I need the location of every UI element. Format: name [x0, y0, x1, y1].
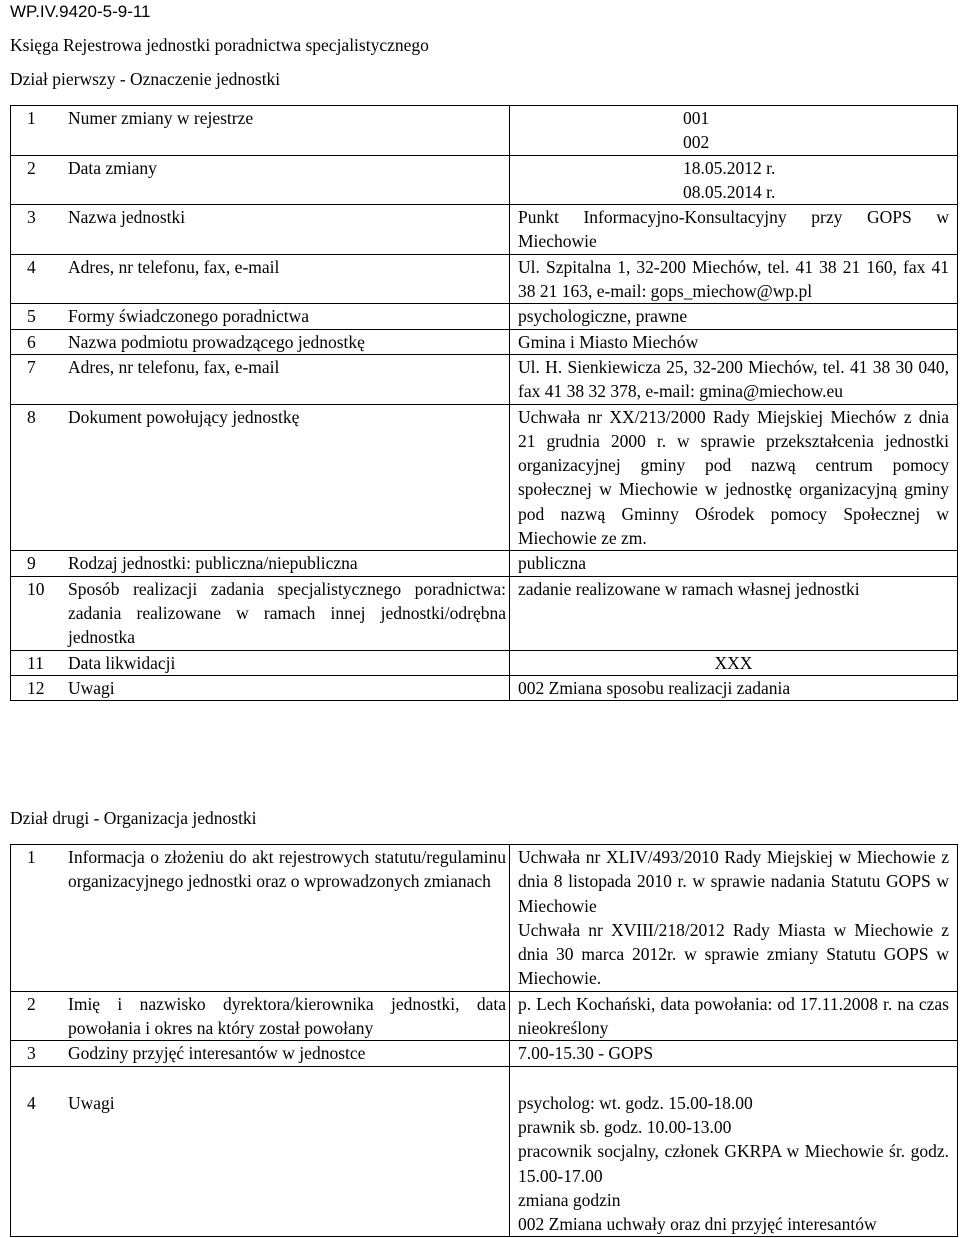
- row-number: 1: [11, 845, 67, 992]
- row-label: Formy świadczonego poradnictwa: [66, 304, 510, 329]
- remark-line: pracownik socjalny, członek GKRPA w Miechowie śr. godz. 15.00-17.00: [518, 1141, 949, 1186]
- section1-title: Dział pierwszy - Oznaczenie jednostki: [10, 69, 281, 89]
- row-label: Uwagi: [66, 675, 510, 700]
- table-row: [11, 205, 958, 255]
- row-number: 7: [11, 354, 67, 404]
- row-label: Godziny przyjęć interesantów w jednostce: [66, 1041, 510, 1066]
- change-date-2: 08.05.2014 r.: [683, 181, 776, 202]
- table-row: [11, 551, 958, 576]
- remark-line: prawnik sb. godz. 10.00-13.00: [518, 1116, 732, 1137]
- counseling-forms-value: psychologiczne, prawne: [510, 304, 958, 329]
- row-label: Nazwa jednostki: [66, 205, 510, 255]
- remarks-value: 002 Zmiana sposobu realizacji zadania: [510, 675, 958, 700]
- table-row: [11, 404, 958, 551]
- row-label: Data likwidacji: [66, 650, 510, 675]
- row-number: 4: [11, 254, 67, 304]
- remark-line: zmiana godzin: [518, 1189, 621, 1210]
- table-row: [11, 354, 958, 404]
- unit-address-value: Ul. Szpitalna 1, 32-200 Miechów, tel. 41 38 21 160, fax 41 38 21 163, e-mail: gops_miechow@wp.pl: [510, 254, 958, 304]
- row-label: Numer zmiany w rejestrze: [66, 106, 510, 156]
- row-number: 1: [11, 106, 67, 156]
- row-number: 3: [11, 1041, 67, 1066]
- row-number: 12: [11, 675, 67, 700]
- unit-name-value: Punkt Informacyjno-Konsultacyjny przy GOPS w Miechowie: [510, 205, 958, 255]
- row-number: 6: [11, 329, 67, 354]
- liquidation-date-value: XXX: [510, 650, 958, 675]
- table-row: [11, 650, 958, 675]
- change-number-2: 002: [683, 132, 710, 153]
- table-row: [11, 1041, 958, 1066]
- row-label: Sposób realizacji zadania specjalistycznego poradnictwa: zadania realizowane w ramach innej jednostki/odrębna jednostka: [66, 576, 510, 650]
- director-value: p. Lech Kochański, data powołania: od 17.11.2008 r. na czas nieokreślony: [510, 991, 958, 1041]
- row-label: Adres, nr telefonu, fax, e-mail: [66, 354, 510, 404]
- statute-resolution-2: Uchwała nr XVIII/218/2012 Rady Miasta w Miechowie z dnia 30 marca 2012r. w sprawie zmiany Statutu GOPS w Miechowie.: [518, 919, 949, 989]
- office-hours-value: 7.00-15.30 - GOPS: [510, 1041, 958, 1066]
- section1-table: [10, 105, 958, 701]
- founding-document-value: Uchwała nr XX/213/2000 Rady Miejskiej Miechów z dnia 21 grudnia 2000 r. w sprawie przekształcenia jednostki organizacyjnej gminy pod nazwą centrum pomocy społecznej w Miechowie w jednostkę organizacyjną gminy pod nazwą Gminny Ośrodek pomocy Społecznej w Miechowie ze zm.: [510, 404, 958, 551]
- remark-line: 002 Zmiana uchwały oraz dni przyjęć interesantów: [518, 1214, 877, 1235]
- statute-resolution-1: Uchwała nr XLIV/493/2010 Rady Miejskiej w Miechowie z dnia 8 listopada 2010 r. w sprawie nadania Statutu GOPS w Miechowie: [518, 847, 949, 916]
- statute-info-value: [510, 845, 958, 992]
- table-row: [11, 304, 958, 329]
- change-date-1: 18.05.2012 r.: [683, 157, 776, 178]
- table-row: [11, 845, 958, 992]
- unit-type-value: publiczna: [510, 551, 958, 576]
- table-row: [11, 106, 958, 156]
- row-number: 11: [11, 650, 67, 675]
- row-label: Informacja o złożeniu do akt rejestrowych statutu/regulaminu organizacyjnego jednostki oraz o wprowadzonych zmianach: [66, 845, 510, 992]
- row-label: Data zmiany: [66, 155, 510, 205]
- row-number: 2: [11, 991, 67, 1041]
- row-label: Uwagi: [66, 1066, 510, 1237]
- table-row: [11, 991, 958, 1041]
- row-label: Nazwa podmiotu prowadzącego jednostkę: [66, 329, 510, 354]
- table-row: [11, 254, 958, 304]
- row-label: Rodzaj jednostki: publiczna/niepubliczna: [66, 551, 510, 576]
- table-row: [11, 1066, 958, 1237]
- row-number: 3: [11, 205, 67, 255]
- table-row: [11, 576, 958, 650]
- document-code: WP.IV.9420-5-9-11: [10, 2, 151, 21]
- row-label: Dokument powołujący jednostkę: [66, 404, 510, 551]
- operator-address-value: Ul. H. Sienkiewicza 25, 32-200 Miechów, tel. 41 38 30 040, fax 41 38 32 378, e-mail: gmina@miechow.eu: [510, 354, 958, 404]
- row-number: 10: [11, 576, 67, 650]
- register-title: Księga Rejestrowa jednostki poradnictwa specjalistycznego: [10, 35, 429, 55]
- change-number-1: 001: [683, 108, 710, 128]
- operator-name-value: Gmina i Miasto Miechów: [510, 329, 958, 354]
- remark-line: psycholog: wt. godz. 15.00-18.00: [518, 1092, 753, 1113]
- section2-table: [10, 844, 958, 1237]
- table-row: [11, 329, 958, 354]
- row-label: Adres, nr telefonu, fax, e-mail: [66, 254, 510, 304]
- remarks-value: [510, 1066, 958, 1237]
- table-row: [11, 155, 958, 205]
- row-number: 5: [11, 304, 67, 329]
- row-number: 2: [11, 155, 67, 205]
- row-value: [510, 155, 958, 205]
- implementation-method-value: zadanie realizowane w ramach własnej jednostki: [510, 576, 958, 650]
- row-label: Imię i nazwisko dyrektora/kierownika jednostki, data powołania i okres na który został powołany: [66, 991, 510, 1041]
- row-value: [510, 106, 958, 156]
- section2-title: Dział drugi - Organizacja jednostki: [10, 808, 257, 828]
- table-row: [11, 675, 958, 700]
- row-number: 4: [11, 1066, 67, 1237]
- row-number: 9: [11, 551, 67, 576]
- row-number: 8: [11, 404, 67, 551]
